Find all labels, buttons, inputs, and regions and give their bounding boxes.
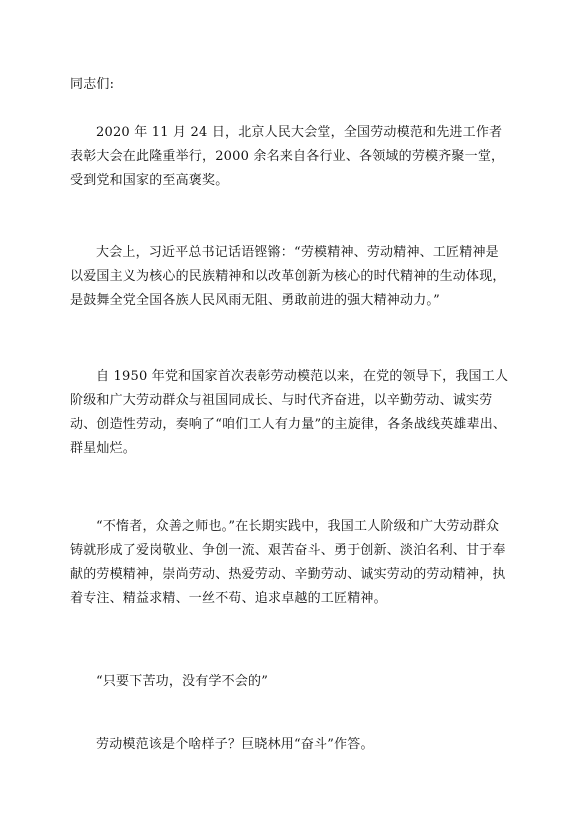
paragraph-spirit: “不惰者，众善之师也。”在长期实践中，我国工人阶级和广大劳动群众铸就形成了爱岗敬业、争创一流、艰苦奋斗、勇于创新、淡泊名利、甘于奉献的劳模精神，崇尚劳动、热爱劳动、辛勤劳动、诚实劳动的劳动精神，执着专注、精益求精、一丝不苟、追求卓越的工匠精神。 [70,519,506,606]
salutation: 同志们: [70,77,115,92]
paragraph-question: 劳动模范该是个啥样子？巨晓林用“奋斗”作答。 [96,737,374,752]
section-heading: “只要下苦功，没有学不会的” [96,674,269,689]
paragraph-history: 自 1950 年党和国家首次表彰劳动模范以来，在党的领导下，我国工人阶级和广大劳动群众与祖国同成长、与时代齐奋进，以辛勤劳动、诚实劳动、创造性劳动，奏响了“咱们工人有力量”的主旋律，各条战线英雄辈出、群星灿烂。 [70,369,509,456]
paragraph-ceremony: 2020 年 11 月 24 日，北京人民大会堂，全国劳动模范和先进工作者表彰大会在此隆重举行，2000 余名来自各行业、各领域的劳模齐聚一堂，受到党和国家的至高褒奖。 [70,125,505,188]
paragraph-speech-quote: 大会上，习近平总书记话语铿锵：“劳模精神、劳动精神、工匠精神是以爱国主义为核心的民族精神和以改革创新为核心的时代精神的生动体现，是鼓舞全党全国各族人民风雨无阻、勇敢前进的强大精神动力。” [70,245,506,308]
